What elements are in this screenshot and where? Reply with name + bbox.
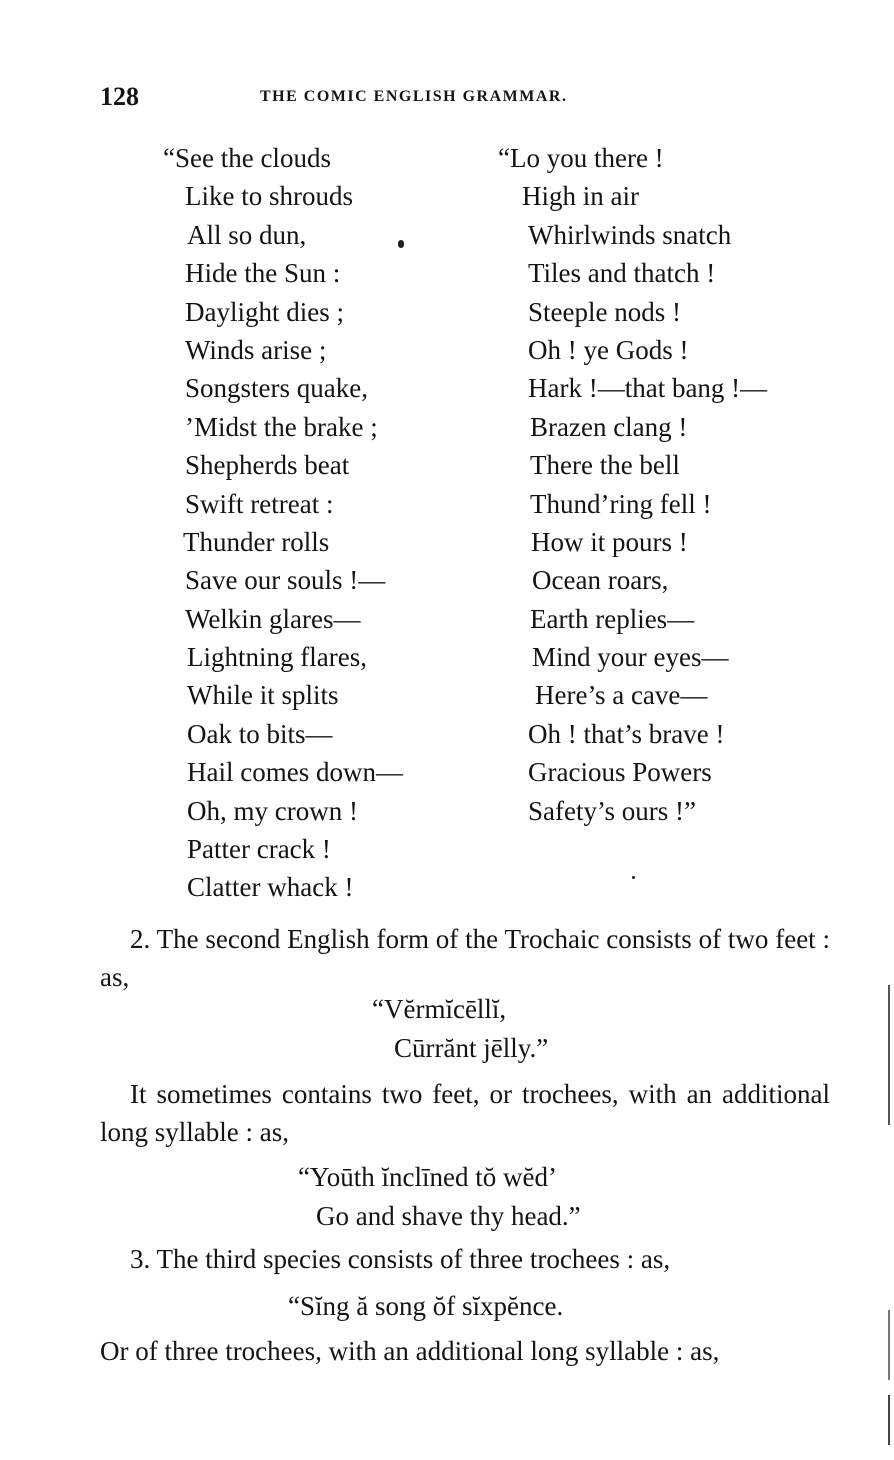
paragraph-2 [100,920,830,996]
verse-line: “Sĭng ă song ŏf sĭxpĕnce. [288,1291,564,1321]
poem-line: Oh ! ye Gods ! [528,334,689,365]
poem-line: “See the clouds [163,143,331,173]
poem-line: ’Midst the brake ; [185,411,378,442]
paragraph-3 [100,1240,830,1278]
poem-line: High in air [522,181,639,212]
page-header [100,82,680,116]
poem-line: Oh, my crown ! [187,795,358,826]
poem-line: There the bell [530,450,680,481]
running-title: THE COMIC ENGLISH GRAMMAR. [260,88,568,105]
poem-right-column [498,139,767,830]
poem-line: How it pours ! [531,526,688,557]
poem-line: Whirlwinds snatch [528,219,732,250]
ink-speck [398,240,404,248]
poem-line: Welkin glares— [185,603,361,634]
poem-line: While it splits [187,680,339,711]
poem-line: Safety’s ours !” [528,795,696,826]
verse-line: “Yoūth ĭnclīned tŏ wĕd’ [298,1162,557,1192]
poem-line: Songsters quake, [185,373,368,404]
poem-line: Hide the Sun : [185,258,341,289]
paragraph-4 [100,1332,830,1370]
poem-line: Like to shrouds [185,181,353,212]
paragraph-text: 2. The second English form of the Trochaic consists of two feet : as, [100,924,830,992]
poem-line: Thunder rolls [183,526,330,557]
poem-line: Hark !—that bang !— [528,373,768,404]
poem-line: Oak to bits— [187,718,333,749]
page-number: 128 [100,82,139,111]
paragraph-text: Or of three trochees, with an additional long syllable : as, [100,1336,720,1366]
page-edge-mark [888,1395,890,1445]
poem-line: Lightning flares, [187,642,367,673]
poem-line: Save our souls !— [185,565,386,596]
poem-line: Steeple nods ! [528,296,681,327]
verse-line: Go and shave thy head.” [316,1201,581,1231]
poem-line: Clatter whack ! [187,872,354,903]
poem-line: Mind your eyes— [532,642,729,673]
poem-line: Shepherds beat [185,450,350,481]
poem-line: Gracious Powers [528,757,712,788]
poem-line: Oh ! that’s brave ! [528,718,725,749]
page-edge-mark [888,985,890,1125]
poem-line: Tiles and thatch ! [528,258,716,289]
poem-line: Winds arise ; [185,334,327,365]
poem-line: Thund’ring fell ! [530,488,712,519]
poem-line: Daylight dies ; [185,296,344,327]
poem-line: Earth replies— [530,603,695,634]
ink-speck [632,876,635,879]
verse-line: “Vĕrmĭcēllĭ, [372,994,507,1024]
verse-line: Cūrrănt jēlly.” [394,1033,549,1063]
poem-line: Patter crack ! [187,834,331,865]
paragraph-text: It sometimes contains two feet, or trochees, with an additional long syllable : as, [100,1079,830,1147]
poem-line: Swift retreat : [185,488,334,519]
poem-line: Here’s a cave— [535,680,708,711]
poem-line: “Lo you there ! [498,143,664,173]
paragraph-text: 3. The third species consists of three trochees : as, [130,1244,671,1274]
poem-line: Hail comes down— [187,757,403,788]
poem-line: All so dun, [187,219,307,250]
paragraph-continuation [100,1075,830,1151]
poem-line: Brazen clang ! [530,411,688,442]
page-edge-mark [888,1310,890,1380]
poem-line: Ocean roars, [532,565,669,596]
poem-left-column [163,139,403,907]
